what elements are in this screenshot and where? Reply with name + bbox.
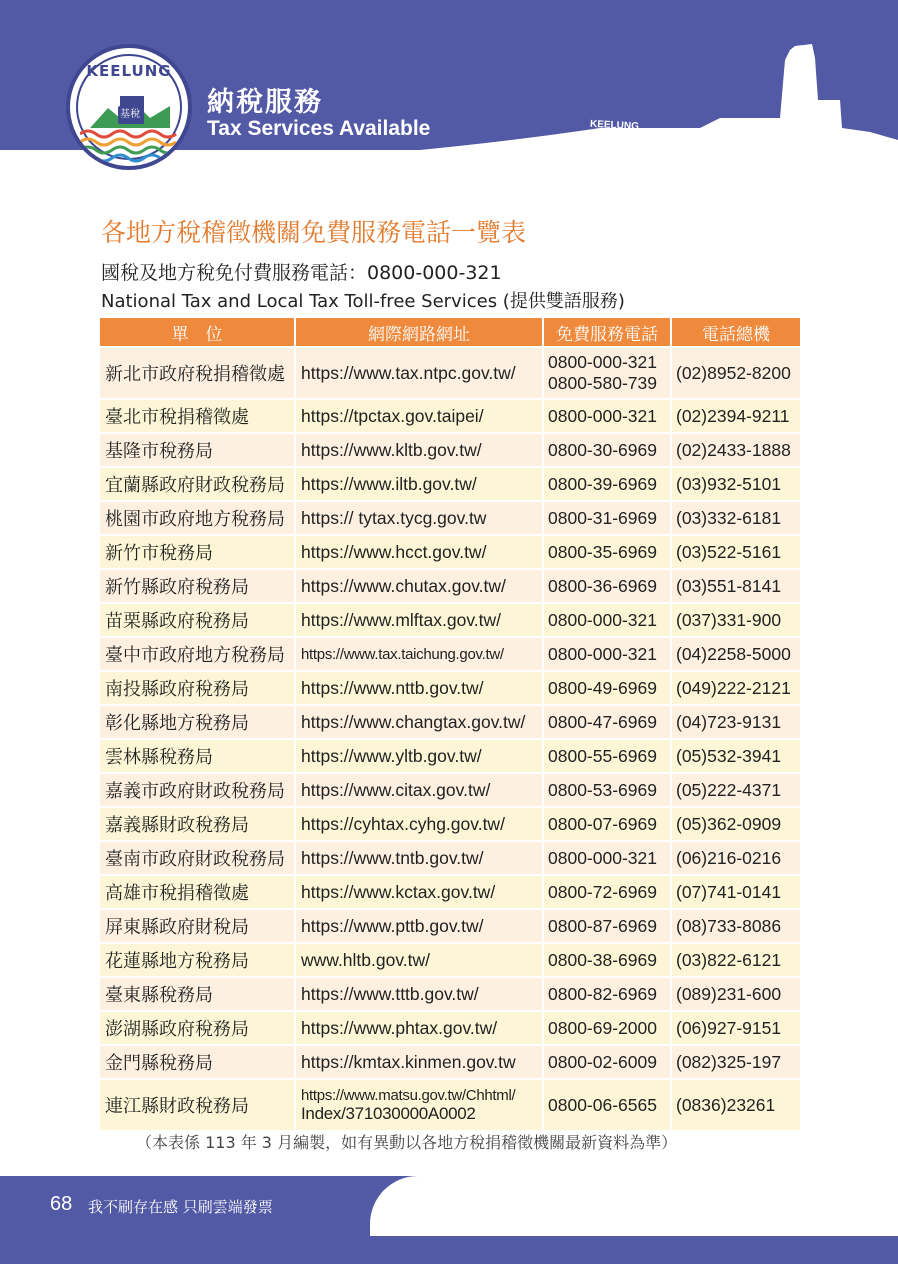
tollfree-phone: 0800-47-6969 bbox=[543, 705, 671, 739]
website-url[interactable]: https://www.tntb.gov.tw/ bbox=[295, 841, 543, 875]
tollfree-phone: 0800-35-6969 bbox=[543, 535, 671, 569]
table-row bbox=[99, 603, 801, 637]
website-url[interactable]: https://www.tax.ntpc.gov.tw/ bbox=[295, 347, 543, 399]
unit-name: 宜蘭縣政府財政稅務局 bbox=[99, 467, 295, 501]
table-row bbox=[99, 467, 801, 501]
switchboard-phone: (089)231-600 bbox=[671, 977, 801, 1011]
table-row bbox=[99, 399, 801, 433]
tollfree-phone: 0800-06-6565 bbox=[543, 1079, 671, 1131]
website-url[interactable]: https://tpctax.gov.taipei/ bbox=[295, 399, 543, 433]
unit-name: 澎湖縣政府稅務局 bbox=[99, 1011, 295, 1045]
switchboard-phone: (082)325-197 bbox=[671, 1045, 801, 1079]
website-url[interactable]: https://www.kltb.gov.tw/ bbox=[295, 433, 543, 467]
unit-name: 苗栗縣政府稅務局 bbox=[99, 603, 295, 637]
website-url[interactable]: https:// tytax.tycg.gov.tw bbox=[295, 501, 543, 535]
table-row bbox=[99, 501, 801, 535]
website-url[interactable]: https://www.chutax.gov.tw/ bbox=[295, 569, 543, 603]
website-url[interactable]: www.hltb.gov.tw/ bbox=[295, 943, 543, 977]
website-url[interactable]: https://www.yltb.gov.tw/ bbox=[295, 739, 543, 773]
switchboard-phone: (06)216-0216 bbox=[671, 841, 801, 875]
website-url[interactable]: https://kmtax.kinmen.gov.tw bbox=[295, 1045, 543, 1079]
website-url[interactable]: https://www.hcct.gov.tw/ bbox=[295, 535, 543, 569]
page-title: 各地方稅稽徵機關免費服務電話一覽表 bbox=[101, 218, 527, 247]
switchboard-phone: (02)8952-8200 bbox=[671, 347, 801, 399]
unit-name: 臺東縣稅務局 bbox=[99, 977, 295, 1011]
website-url[interactable]: https://www.mlftax.gov.tw/ bbox=[295, 603, 543, 637]
switchboard-phone: (037)331-900 bbox=[671, 603, 801, 637]
logo-seal: 基稅 bbox=[118, 106, 142, 124]
tollfree-phone: 0800-82-6969 bbox=[543, 977, 671, 1011]
tollfree-phone: 0800-31-6969 bbox=[543, 501, 671, 535]
table-row bbox=[99, 739, 801, 773]
unit-name: 臺南市政府財政稅務局 bbox=[99, 841, 295, 875]
table-row bbox=[99, 1079, 801, 1131]
unit-name: 彰化縣地方稅務局 bbox=[99, 705, 295, 739]
unit-name: 新竹縣政府稅務局 bbox=[99, 569, 295, 603]
unit-name: 新竹市稅務局 bbox=[99, 535, 295, 569]
website-url[interactable]: https://www.tttb.gov.tw/ bbox=[295, 977, 543, 1011]
table-row bbox=[99, 535, 801, 569]
unit-name: 連江縣財政稅務局 bbox=[99, 1079, 295, 1131]
tollfree-phone: 0800-53-6969 bbox=[543, 773, 671, 807]
switchboard-phone: (05)222-4371 bbox=[671, 773, 801, 807]
table-row bbox=[99, 807, 801, 841]
col-header-url: 網際網路網址 bbox=[295, 317, 543, 347]
table-header-row bbox=[99, 317, 801, 347]
tollfree-phone: 0800-72-6969 bbox=[543, 875, 671, 909]
website-url-line2[interactable]: Index/371030000A0002 bbox=[301, 1103, 476, 1123]
tollfree-phone: 0800-30-6969 bbox=[543, 433, 671, 467]
tax-office-table bbox=[98, 316, 802, 1132]
unit-name: 嘉義縣財政稅務局 bbox=[99, 807, 295, 841]
switchboard-phone: (02)2433-1888 bbox=[671, 433, 801, 467]
unit-name: 屏東縣政府財稅局 bbox=[99, 909, 295, 943]
unit-name: 新北市政府稅捐稽徵處 bbox=[99, 347, 295, 399]
switchboard-phone: (08)733-8086 bbox=[671, 909, 801, 943]
unit-name: 基隆市稅務局 bbox=[99, 433, 295, 467]
logo-text: KEELUNG bbox=[86, 62, 172, 80]
table-row bbox=[99, 671, 801, 705]
switchboard-phone: (04)2258-5000 bbox=[671, 637, 801, 671]
header-title-zh: 納稅服務 bbox=[207, 87, 323, 118]
unit-name: 花蓮縣地方稅務局 bbox=[99, 943, 295, 977]
tollfree-phone-line1: 0800-000-321 bbox=[548, 352, 657, 372]
website-url[interactable]: https://www.changtax.gov.tw/ bbox=[295, 705, 543, 739]
tollfree-phone: 0800-36-6969 bbox=[543, 569, 671, 603]
unit-name: 臺中市政府地方稅務局 bbox=[99, 637, 295, 671]
table-row bbox=[99, 347, 801, 399]
unit-name: 南投縣政府稅務局 bbox=[99, 671, 295, 705]
website-url[interactable]: https://www.nttb.gov.tw/ bbox=[295, 671, 543, 705]
col-header-switchboard: 電話總機 bbox=[671, 317, 801, 347]
website-url[interactable]: https://www.phtax.gov.tw/ bbox=[295, 1011, 543, 1045]
tollfree-phone: 0800-000-321 bbox=[543, 637, 671, 671]
tollfree-phone-line2: 0800-580-739 bbox=[548, 373, 657, 393]
table-row bbox=[99, 875, 801, 909]
switchboard-phone: (0836)23261 bbox=[671, 1079, 801, 1131]
unit-name: 嘉義市政府財政稅務局 bbox=[99, 773, 295, 807]
col-header-unit: 單 位 bbox=[99, 317, 295, 347]
website-url[interactable]: https://www.tax.taichung.gov.tw/ bbox=[295, 637, 543, 671]
tollfree-phone: 0800-87-6969 bbox=[543, 909, 671, 943]
tollfree-phone: 0800-02-6009 bbox=[543, 1045, 671, 1079]
table-row bbox=[99, 909, 801, 943]
switchboard-phone: (03)822-6121 bbox=[671, 943, 801, 977]
table-row bbox=[99, 637, 801, 671]
table-row bbox=[99, 943, 801, 977]
switchboard-phone: (03)522-5161 bbox=[671, 535, 801, 569]
header-title-en: Tax Services Available bbox=[207, 117, 431, 140]
switchboard-phone: (05)362-0909 bbox=[671, 807, 801, 841]
table-row bbox=[99, 569, 801, 603]
switchboard-phone: (03)332-6181 bbox=[671, 501, 801, 535]
tollfree-phone: 0800-07-6969 bbox=[543, 807, 671, 841]
tollfree-phone: 0800-55-6969 bbox=[543, 739, 671, 773]
tollfree-phone bbox=[543, 347, 671, 399]
switchboard-phone: (03)551-8141 bbox=[671, 569, 801, 603]
website-url[interactable]: https://www.kctax.gov.tw/ bbox=[295, 875, 543, 909]
website-url[interactable]: https://www.pttb.gov.tw/ bbox=[295, 909, 543, 943]
table-row bbox=[99, 1011, 801, 1045]
tollfree-subtitle: 國稅及地方稅免付費服務電話：0800-000-321 bbox=[101, 262, 502, 284]
keelung-logo bbox=[66, 44, 192, 170]
unit-name: 高雄市稅捐稽徵處 bbox=[99, 875, 295, 909]
table-note: （本表係 113 年 3 月編製，如有異動以各地方稅捐稽徵機關最新資料為準） bbox=[136, 1133, 678, 1152]
switchboard-phone: (02)2394-9211 bbox=[671, 399, 801, 433]
switchboard-phone: (07)741-0141 bbox=[671, 875, 801, 909]
website-url[interactable]: https://www.iltb.gov.tw/ bbox=[295, 467, 543, 501]
footer-white-tab bbox=[370, 1176, 898, 1236]
switchboard-phone: (049)222-2121 bbox=[671, 671, 801, 705]
tollfree-phone: 0800-000-321 bbox=[543, 841, 671, 875]
waves-icon bbox=[80, 128, 180, 164]
table-row bbox=[99, 841, 801, 875]
tollfree-phone: 0800-000-321 bbox=[543, 399, 671, 433]
website-url[interactable]: https://www.citax.gov.tw/ bbox=[295, 773, 543, 807]
tollfree-phone: 0800-000-321 bbox=[543, 603, 671, 637]
tollfree-subtitle-en: National Tax and Local Tax Toll-free Services (提供雙語服務) bbox=[101, 291, 625, 312]
tollfree-phone: 0800-49-6969 bbox=[543, 671, 671, 705]
unit-name: 金門縣稅務局 bbox=[99, 1045, 295, 1079]
table-row bbox=[99, 1045, 801, 1079]
unit-name: 桃園市政府地方稅務局 bbox=[99, 501, 295, 535]
footer-slogan: 我不刷存在感 只刷雲端發票 bbox=[88, 1198, 273, 1216]
website-url[interactable]: https://cyhtax.cyhg.gov.tw/ bbox=[295, 807, 543, 841]
table-row bbox=[99, 773, 801, 807]
table-row bbox=[99, 433, 801, 467]
col-header-phone: 免費服務電話 bbox=[543, 317, 671, 347]
table-row bbox=[99, 705, 801, 739]
switchboard-phone: (04)723-9131 bbox=[671, 705, 801, 739]
tollfree-phone: 0800-39-6969 bbox=[543, 467, 671, 501]
switchboard-phone: (03)932-5101 bbox=[671, 467, 801, 501]
unit-name: 臺北市稅捐稽徵處 bbox=[99, 399, 295, 433]
unit-name: 雲林縣稅務局 bbox=[99, 739, 295, 773]
switchboard-phone: (06)927-9151 bbox=[671, 1011, 801, 1045]
switchboard-phone: (05)532-3941 bbox=[671, 739, 801, 773]
tollfree-phone: 0800-69-2000 bbox=[543, 1011, 671, 1045]
table-row bbox=[99, 977, 801, 1011]
skyline-label: KEELUNG bbox=[589, 118, 640, 133]
page-number: 68 bbox=[50, 1193, 73, 1215]
website-url[interactable] bbox=[295, 1079, 543, 1131]
website-url-line1[interactable]: https://www.matsu.gov.tw/Chhtml/ bbox=[301, 1086, 516, 1104]
tollfree-phone: 0800-38-6969 bbox=[543, 943, 671, 977]
